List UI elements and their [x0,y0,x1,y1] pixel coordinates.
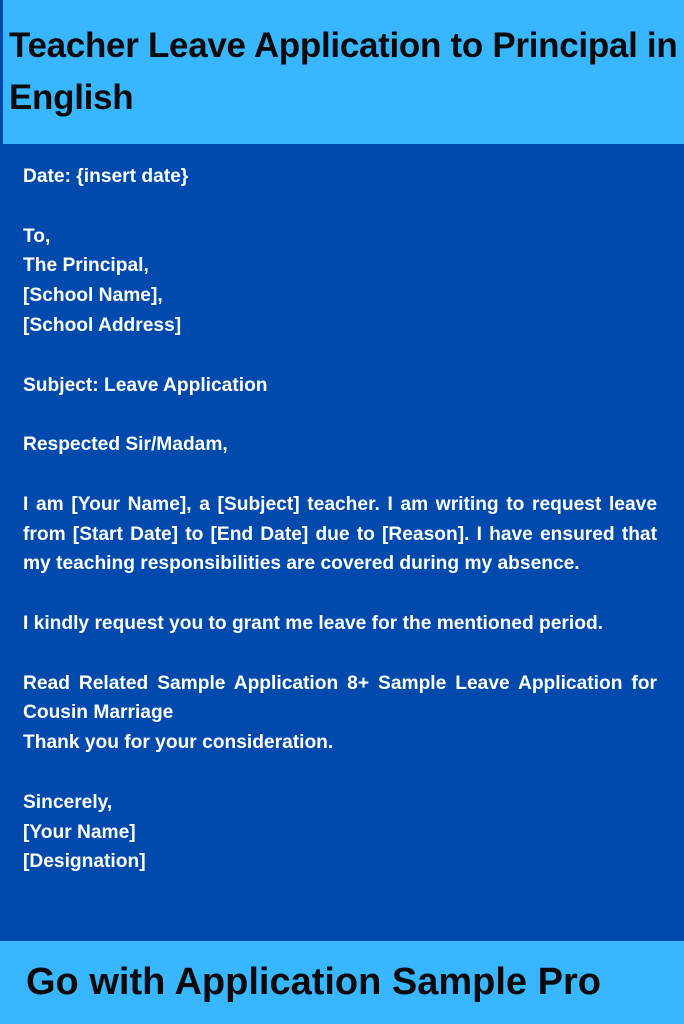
page-title: Teacher Leave Application to Principal in English [9,26,678,117]
spacer [23,579,657,609]
letter-subject: Subject: Leave Application [23,374,268,396]
letter-school-name: [School Name], [23,285,163,307]
letter-signature-name: [Your Name] [23,821,136,843]
related-application-link[interactable] [23,669,657,729]
letter-date: Date: {insert date} [23,166,189,187]
spacer [23,192,657,222]
footer-brand-text: Go with Application Sample Pro [26,961,601,1003]
letter-request-line: I kindly request you to grant me leave for the mentioned period. [23,612,603,634]
letter-salutation: Respected Sir/Madam, [23,434,228,456]
letter-thanks: Thank you for your consideration. [23,732,334,754]
letter-school-address: [School Address] [23,314,182,336]
letter-recipient: The Principal, [23,255,149,277]
header-banner [0,0,684,144]
spacer [23,400,657,430]
spacer [23,460,657,490]
letter-closing: Sincerely, [23,791,113,813]
letter-signature-designation: [Designation] [23,851,146,873]
letter-to: To, [23,225,51,247]
related-application-text[interactable]: Read Related Sample Application 8+ Sample Leave Application for Cousin Marriage [23,672,657,724]
letter-body-paragraph: I am [Your Name], a [Subject] teacher. I am writing to request leave from [Start Date] to [End Date] due to [Reason]. I have ensured that my teaching responsibilities are covered during my absence. [23,493,657,575]
letter-body [23,162,657,877]
spacer [23,758,657,788]
spacer [23,639,657,669]
footer-banner [0,941,684,1024]
spacer [23,341,657,371]
